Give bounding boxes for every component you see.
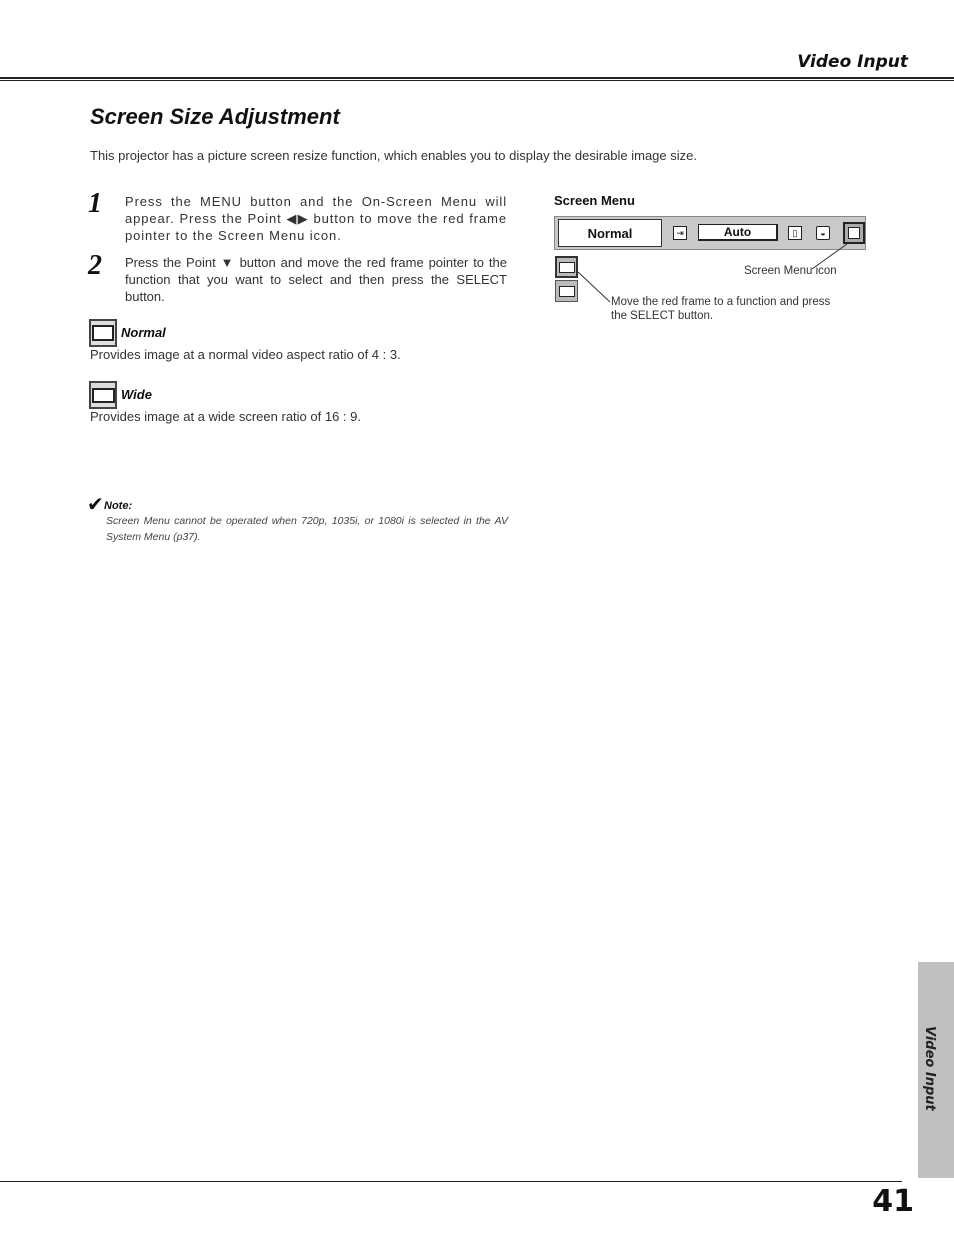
header-rule	[0, 77, 954, 79]
section-title: Video Input	[797, 52, 908, 72]
footer-rule	[0, 1181, 902, 1182]
note-label: Note:	[104, 500, 133, 512]
option-normal-description: Provides image at a normal video aspect ratio of 4 : 3.	[90, 347, 401, 362]
page-title: Screen Size Adjustment	[90, 104, 340, 129]
option-wide-label: Wide	[121, 387, 152, 402]
note-text: Screen Menu cannot be operated when 720p, 1035i, or 1080i is selected in the AV System Menu (p37).	[106, 515, 508, 543]
input-icon: ⇥	[673, 226, 687, 240]
step-2-text: Press the Point ▼ button and move the red frame pointer to the function that you want to select and then press the SELECT button.	[125, 255, 507, 304]
image-icon: ◒	[816, 226, 830, 240]
menu-auto-value: Auto	[698, 224, 778, 241]
wide-screen-icon	[89, 381, 117, 409]
side-tab	[918, 962, 954, 1178]
step-2-number: 2	[88, 250, 102, 281]
header-rule-thin	[0, 80, 954, 81]
screen-menu-caption: Screen Menu	[554, 193, 635, 208]
option-normal-label: Normal	[121, 325, 166, 340]
callout-move-frame: Move the red frame to a function and press the SELECT button.	[611, 296, 831, 322]
step-1-number: 1	[88, 188, 102, 219]
menu-mode-value: Normal	[558, 219, 662, 247]
pc-adjust-icon: ▯	[788, 226, 802, 240]
note-check-icon: ✔	[87, 494, 104, 516]
step-1-text: Press the MENU button and the On-Screen Menu will appear. Press the Point ◀▶ button to move the red frame pointer to the Screen Menu icon.	[125, 194, 507, 243]
callout-screen-menu-icon: Screen Menu icon	[744, 265, 837, 277]
page-number: 41	[872, 1184, 914, 1219]
side-tab-label: Video Input	[922, 1026, 937, 1111]
intro-text: This projector has a picture screen resize function, which enables you to display the desirable image size.	[90, 148, 697, 163]
option-wide-description: Provides image at a wide screen ratio of 16 : 9.	[90, 409, 361, 424]
normal-screen-icon	[89, 319, 117, 347]
callout-line-frame	[578, 272, 610, 302]
